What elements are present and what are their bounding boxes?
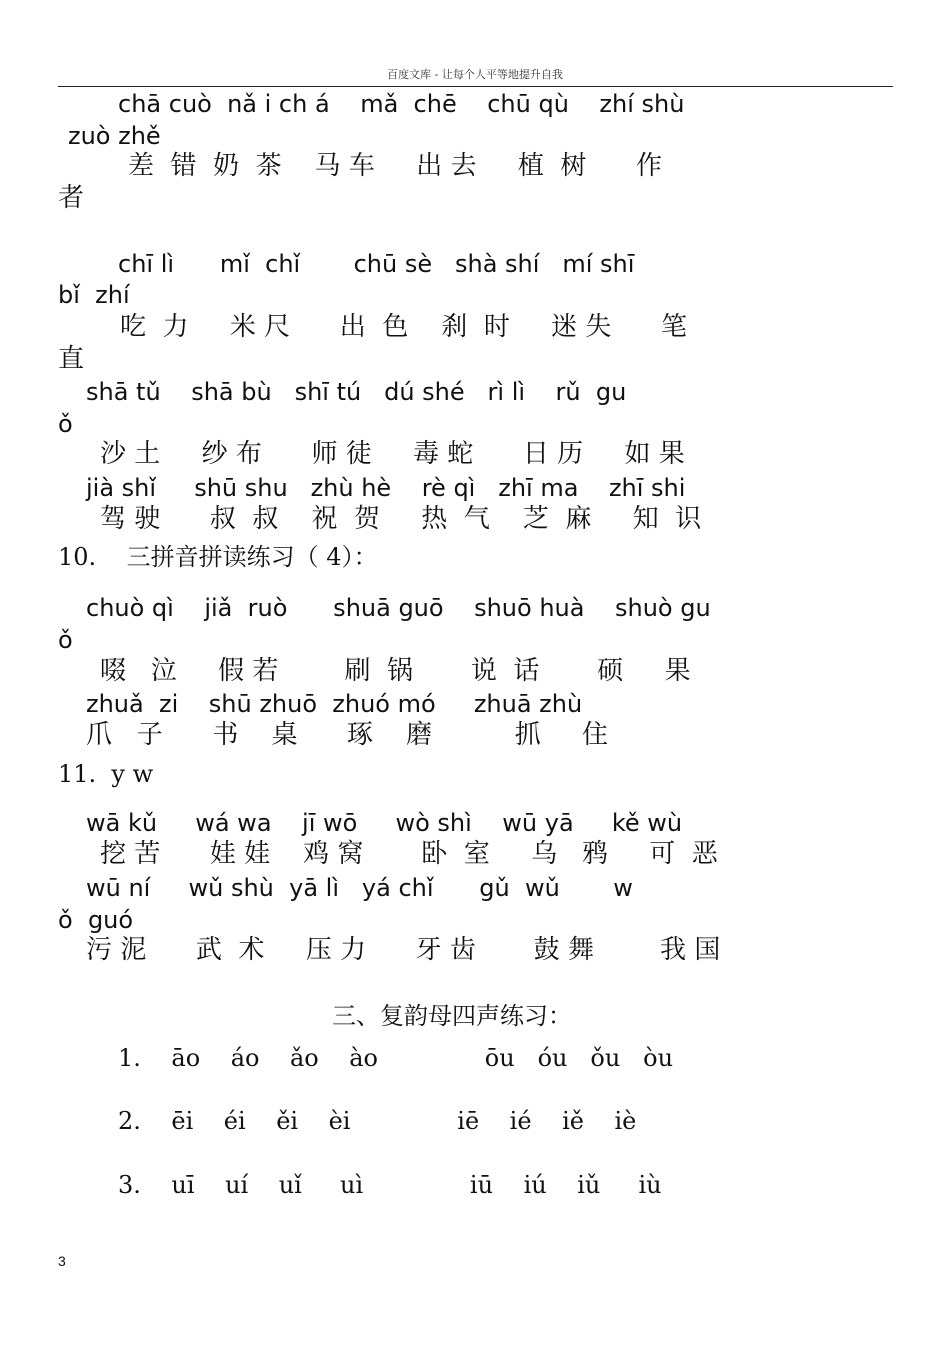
pinyin-line: wū ní wǔ shù yā lì yá chǐ gǔ wǔ w [86, 874, 633, 902]
tone-practice-row: 2. ēi éi ěi èi iē ié iě iè [118, 1107, 637, 1135]
hanzi-line: 差 错 奶 茶 马 车 出 去 植 树 作 [128, 151, 662, 181]
hanzi-line: 驾 驶 叔 叔 祝 贺 热 气 芝 麻 知 识 [100, 504, 702, 534]
tone-practice-row: 1. āo áo ǎo ào ōu óu ǒu òu [118, 1044, 674, 1072]
header-rule [58, 86, 893, 87]
page-header: 百度文库 - 让每个人平等地提升自我 [387, 68, 563, 81]
pinyin-line: ǒ [58, 626, 73, 654]
tone-practice-row: 3. uī uí uǐ uì iū iú iǔ iù [118, 1171, 662, 1199]
section-heading: 11. y w [58, 760, 154, 788]
pinyin-line: ǒ guó [58, 906, 134, 934]
hanzi-line: 直 [58, 344, 85, 374]
pinyin-line: zuò zhě [68, 122, 161, 150]
pinyin-line: zhuǎ zi shū zhuō zhuó mó zhuā zhù [86, 690, 583, 718]
pinyin-line: ǒ [58, 410, 73, 438]
pinyin-line: chī lì mǐ chǐ chū sè shà shí mí shī [118, 250, 635, 278]
section-heading: 10. 三拼音拼读练习（ 4）： [58, 543, 378, 571]
hanzi-line: 啜 泣 假 若 刷 锅 说 话 硕 果 [100, 656, 691, 686]
pinyin-line: chā cuò nǎ i ch á mǎ chē chū qù zhí shù [118, 90, 685, 118]
pinyin-line: jià shǐ shū shu zhù hè rè qì zhī ma zhī shi [86, 474, 686, 502]
pinyin-line: bǐ zhí [58, 281, 130, 309]
hanzi-line: 爪 子 书 桌 琢 磨 抓 住 [86, 720, 609, 750]
pinyin-line: chuò qì jiǎ ruò shuā guō shuō huà shuò gu [86, 594, 711, 622]
section-heading: 三、复韵母四声练习： [332, 1002, 572, 1030]
hanzi-line: 者 [58, 183, 85, 213]
hanzi-line: 沙 土 纱 布 师 徒 毒 蛇 日 历 如 果 [100, 439, 685, 469]
hanzi-line: 挖 苦 娃 娃 鸡 窝 卧 室 乌 鸦 可 恶 [100, 839, 718, 869]
pinyin-line: wā kǔ wá wa jī wō wò shì wū yā kě wù [86, 809, 683, 837]
page-number: 3 [58, 1253, 66, 1269]
hanzi-line: 污 泥 武 术 压 力 牙 齿 鼓 舞 我 国 [86, 935, 721, 965]
pinyin-line: shā tǔ shā bù shī tú dú shé rì lì rǔ gu [86, 378, 627, 406]
hanzi-line: 吃 力 米 尺 出 色 刹 时 迷 失 笔 [120, 312, 687, 342]
